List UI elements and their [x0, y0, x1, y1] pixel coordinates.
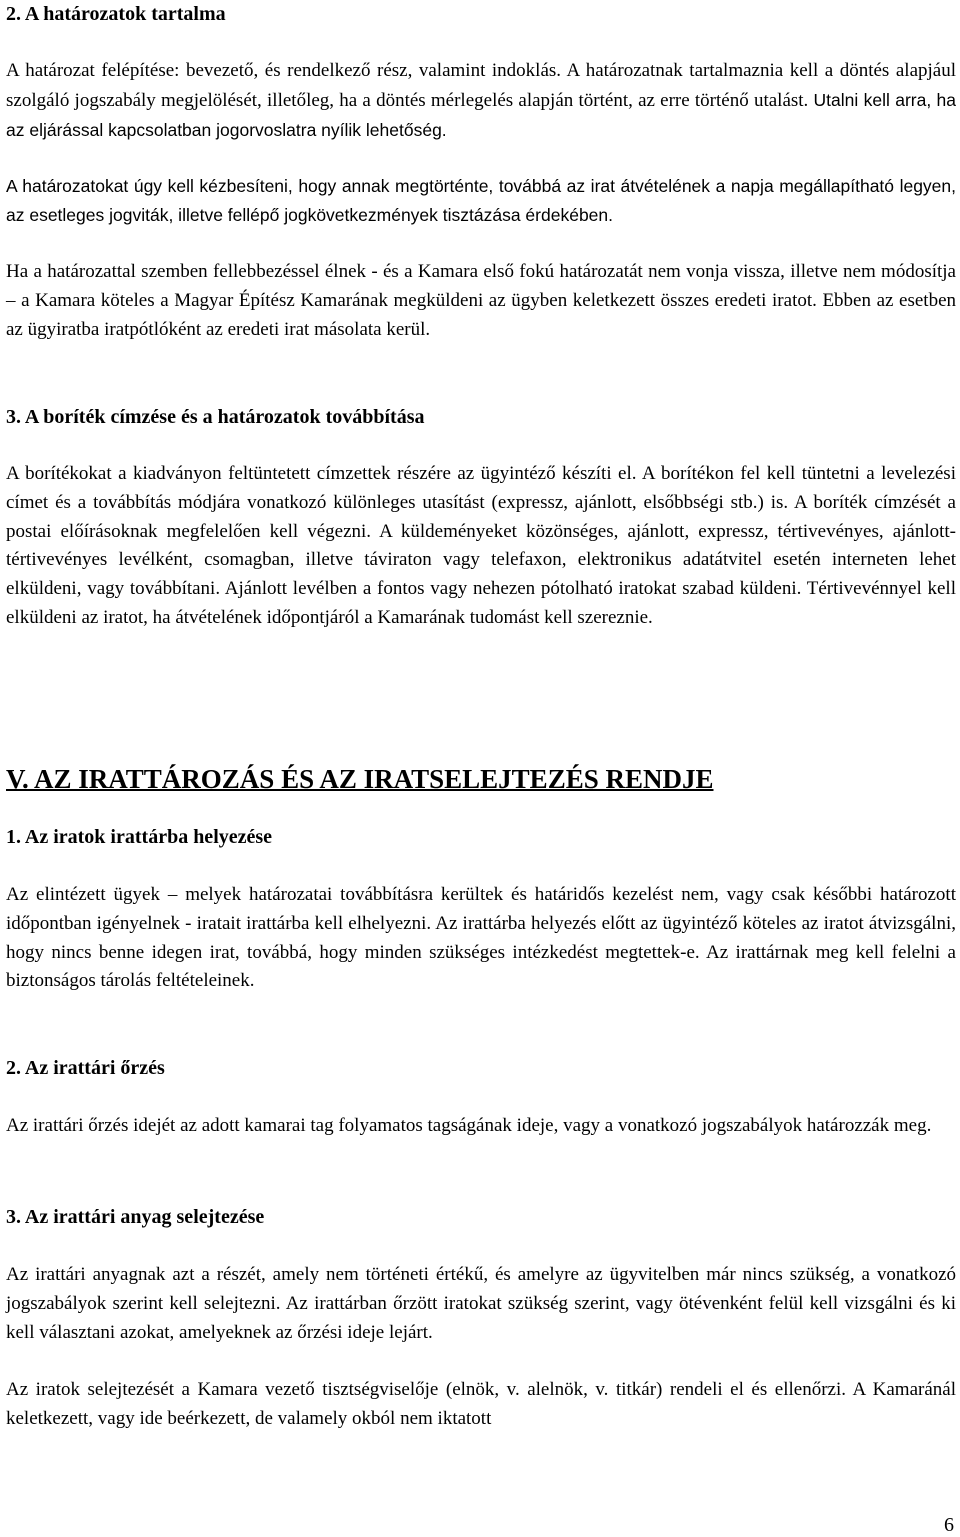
- paragraph-remedy-text: Utalni kell arra, ha az eljárással kapcsolatban jogorvoslatra nyílik lehetőség.: [6, 89, 956, 140]
- subheading-disposal: 3. Az irattári anyag selejtezése: [6, 1206, 265, 1228]
- paragraph-retention: Az irattári őrzés idejét az adott kamarai tag folyamatos tagságának ideje, vagy a vonatkozó jogszabályok határozzák meg.: [6, 1115, 932, 1136]
- paragraph-structure: [6, 57, 956, 145]
- subheading-retention: 2. Az irattári őrzés: [6, 1057, 165, 1079]
- paragraph-delivery: A határozatokat úgy kell kézbesíteni, hogy annak megtörténte, továbbá az irat átvételének a napja megállapítható legyen, az esetleges jogviták, illetve fellépő jogkövetkezmények tisztázása érdekében.: [6, 176, 956, 225]
- paragraph-disposal-order: Az iratok selejtezését a Kamara vezető tisztségviselője (elnök, v. alelnök, v. titkár) rendeli el és ellenőrzi. A Kamaránál keletkezett, vagy ide beérkezett, de valamely okból nem iktatott: [6, 1379, 956, 1429]
- paragraph-envelope: A borítékokat a kiadványon feltüntetett címzettek részére az ügyintéző készíti el. A borítékon fel kell tüntetni a levelezési címet és a továbbítás módjára vonatkozó különleges utasítást (expressz, ajánlott, elsőbbségi stb.) is. A boríték címzését a postai előírásoknak megfelelően kell végezni. A küldeményeket közönséges, ajánlott, expressz, tértivevényes, ajánlott-tértivevényes levélként, csomagban, illetve táviraton vagy telefaxon, elektronikus adatátvitel esetén interneten lehet elküldeni, vagy továbbítani. Ajánlott levélben a fontos vagy nehezen pótolható iratokat szabad küldeni. Tértivevénnyel kell elküldeni az iratot, ha átvételének időpontjáról a Kamarának tudomást kell szereznie.: [6, 463, 956, 628]
- subheading-archiving: 1. Az iratok irattárba helyezése: [6, 826, 273, 848]
- paragraph-structure-text: A határozat felépítése: bevezető, és rendelkező rész, valamint indoklás. A határozatnak tartalmaznia kell a döntés alapjául szolgáló jogszabály megjelölését, illetőleg, ha a döntés mérlegelés alapján történt, az erre történő utalást.: [6, 60, 956, 111]
- paragraph-appeal: Ha a határozattal szemben fellebbezéssel élnek - és a Kamara első fokú határozatát nem vonja vissza, illetve nem módosítja – a Kamara köteles a Magyar Építész Kamarának megküldeni az ügyben keletkezett összes eredeti iratot. Ebben az esetben az ügyiratba iratpótlóként az eredeti irat másolata kerül.: [6, 261, 956, 340]
- section-heading-2: 2. A határozatok tartalma: [6, 3, 226, 25]
- paragraph-disposal: Az irattári anyagnak azt a részét, amely nem történeti értékű, és amelyre az ügyvitelben már nincs szükség, a vonatkozó jogszabályok szerint kell selejtezni. Az irattárban őrzött iratokat szükség szerint, vagy ötévenként felül kell vizsgálni és ki kell választani azokat, amelyeknek az őrzési ideje lejárt.: [6, 1264, 956, 1343]
- section-heading-3: 3. A boríték címzése és a határozatok továbbítása: [6, 406, 425, 428]
- chapter-heading: V. AZ IRATTÁROZÁS ÉS AZ IRATSELEJTEZÉS RENDJE: [6, 764, 714, 794]
- paragraph-archiving: Az elintézett ügyek – melyek határozatai továbbításra kerültek és határidős kezelést nem, vagy csak későbbi határozott időpontban igényelnek - iratait irattárba kell elhelyezni. Az irattárba helyezés előtt az ügyintéző köteles az iratot átvizsgálni, hogy nincs benne idegen irat, továbbá, hogy minden szükséges intézkedést megtettek-e. Az irattárnak meg kell felelni a biztonságos tárolás feltételeinek.: [6, 884, 956, 992]
- page-number: 6: [944, 1514, 954, 1536]
